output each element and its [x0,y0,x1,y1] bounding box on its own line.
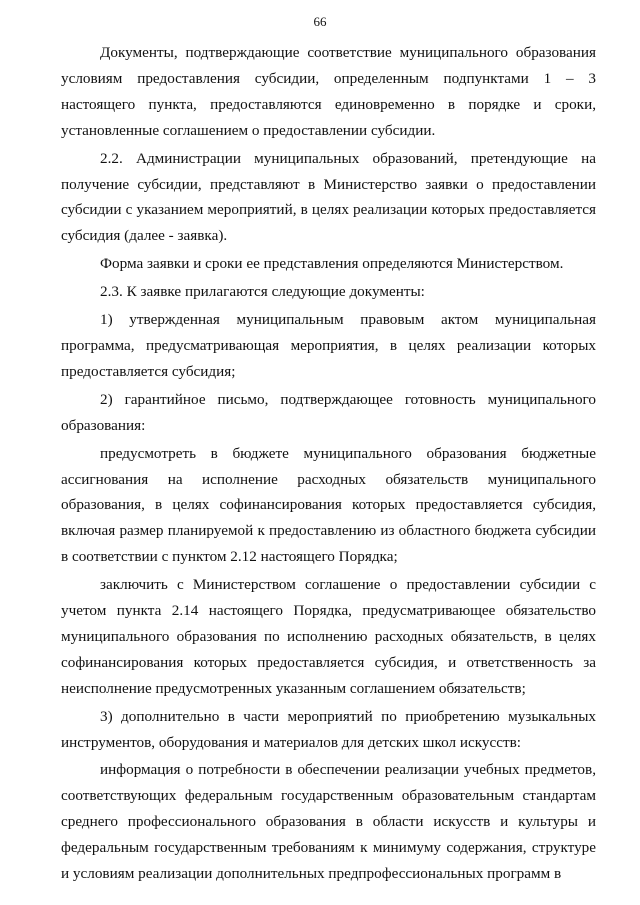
paragraph-2-2-applications: 2.2. Администрации муниципальных образований, претендующие на получение субсидии, представляют в Министерство заявки о предоставлении субсидии с указанием мероприятий, в целях реализации которых предоставляется субсидия (далее - заявка). [61,149,596,245]
paragraph-information-needs: информация о потребности в обеспечении реализации учебных предметов, соответствующих федеральным государственным образовательным стандартам среднего профессионального образования в области искусств и культуры и федеральным государственным требованиям к минимуму содержания, структуре и условиям реализации дополнительных предпрофессиональных программ в [61,761,596,883]
paragraph-budget-allocations: предусмотреть в бюджете муниципального образования бюджетные ассигнования на исполнение расходных обязательств муниципального образования, в целях софинансирования которых предоставляется субсидия, включая размер планируемой к предоставлению из областного бюджета субсидии в соответствии с пунктом 2.12 настоящего Порядка; [61,444,596,566]
page-number: 66 [313,14,327,29]
document-body [61,40,596,889]
paragraph-application-form: Форма заявки и сроки ее представления определяются Министерством. [100,255,564,273]
list-item-3-musical-instruments: 3) дополнительно в части мероприятий по приобретению музыкальных инструментов, оборудования и материалов для детских школ искусств: [61,707,596,751]
paragraph-conclude-agreement: заключить с Министерством соглашение о предоставлении субсидии с учетом пункта 2.14 настоящего Порядка, предусматривающее обязательство муниципального образования по исполнению расходных обязательств, в целях софинансирования которых предоставляется субсидия, и ответственность за неисполнение предусмотренных указанным соглашением обязательств; [61,576,596,697]
list-item-1-municipal-program: 1) утвержденная муниципальным правовым актом муниципальная программа, предусматривающая мероприятия, в целях реализации которых предоставляется субсидия; [61,311,596,380]
paragraph-documents-confirming: Документы, подтверждающие соответствие муниципального образования условиям предоставления субсидии, определенным подпунктами 1 – 3 настоящего пункта, предоставляются единовременно в порядке и сроки, установленные соглашением о предоставлении субсидии. [61,44,596,139]
paragraph-2-3-attached-documents: 2.3. К заявке прилагаются следующие документы: [100,283,425,301]
list-item-2-guarantee-letter: 2) гарантийное письмо, подтверждающее готовность муниципального образования: [61,390,596,434]
